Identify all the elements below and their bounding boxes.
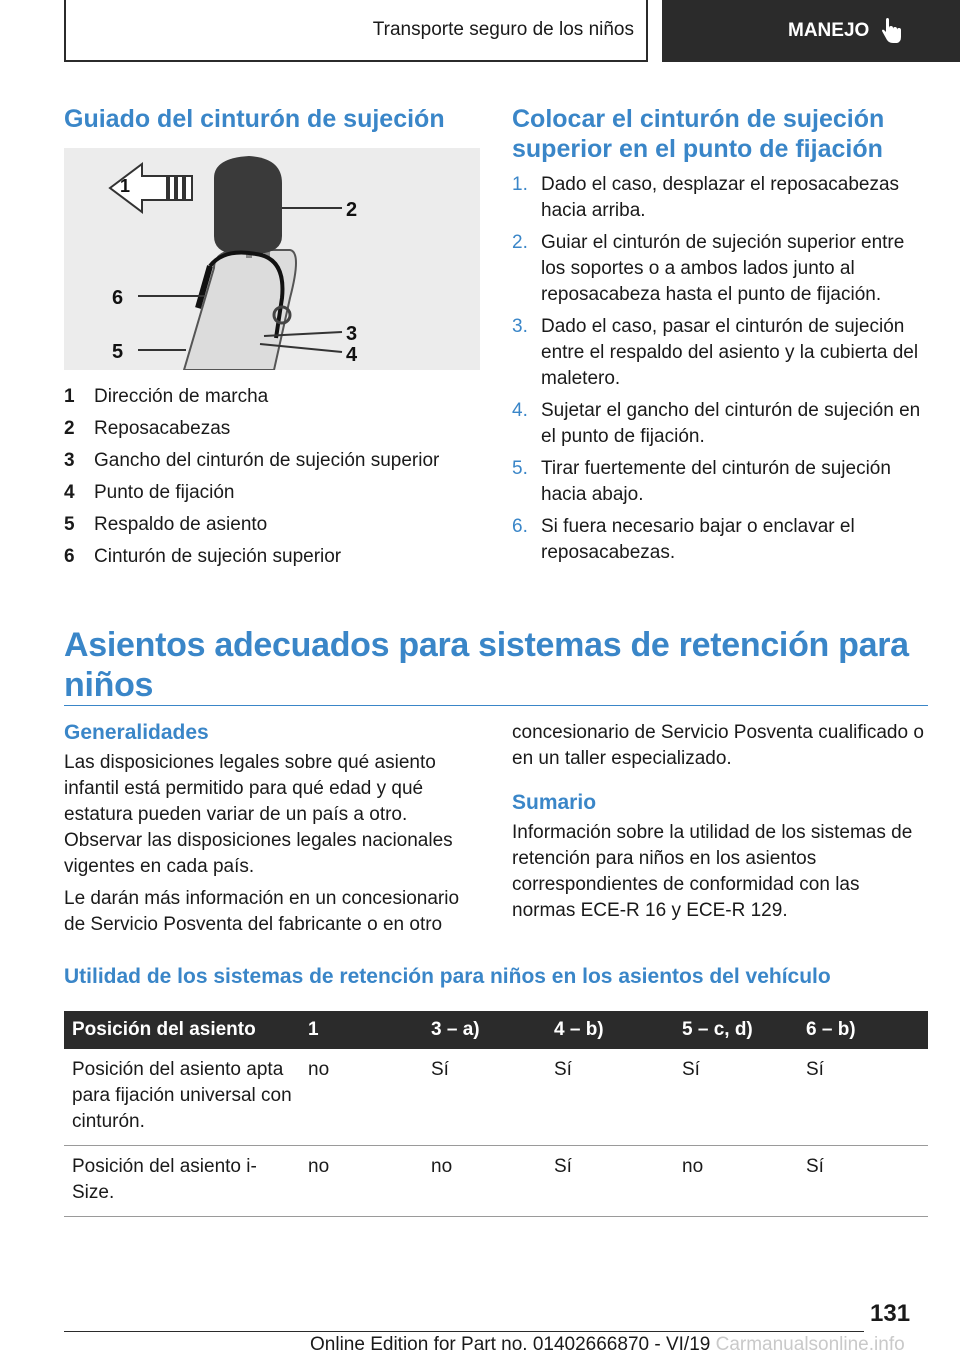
step-item: 3. Dado el caso, pasar el cinturón de sujeción entre el respaldo del asiento y la cubierta del maletero. (512, 316, 919, 389)
left-section-heading: Guiado del cinturón de sujeción (64, 105, 445, 133)
header-section-title: Transporte seguro de los niños (372, 19, 634, 40)
callout-1: 1 (120, 176, 131, 196)
main-section-heading: Asientos adecuados para sistemas de retención para niños (64, 626, 909, 704)
table-cell: Posición del asiento apta para fijación universal con cinturón. (64, 1049, 300, 1146)
table-cell: no (300, 1049, 423, 1146)
table-cell: Sí (546, 1049, 674, 1146)
hand-pointing-icon (881, 18, 903, 44)
table-row (64, 1049, 928, 1146)
steps-list (512, 172, 927, 566)
general-paragraph-2: Le darán más información en un concesionario de Servicio Posventa del fabricante o en otro (64, 888, 460, 935)
header-section-title-box (64, 0, 648, 62)
summary-heading: Sumario (512, 791, 597, 814)
callout-5: 5 (112, 341, 124, 363)
utility-table (64, 1011, 928, 1217)
step-item: 1. Dado el caso, desplazar el reposacabezas hacia arriba. (512, 174, 900, 221)
step-item: 2. Guiar el cinturón de sujeción superior entre los soportes o a ambos lados junto al reposacabeza hasta el punto de fijación. (512, 232, 905, 305)
legend-item: 2 Reposacabezas (64, 418, 231, 439)
general-heading: Generalidades (64, 721, 209, 744)
figure-legend (64, 381, 480, 573)
legend-item: 1 Dirección de marcha (64, 386, 269, 407)
legend-item: 5 Respaldo de asiento (64, 514, 268, 535)
step-item: 6. Si fuera necesario bajar o enclavar el reposacabezas. (512, 516, 855, 563)
table-header-cell: 4 – b) (546, 1011, 674, 1049)
callout-4: 4 (346, 344, 358, 366)
footer-edition: Online Edition for Part no. 01402666870 - VI/19 Carmanualsonline.info (310, 1334, 905, 1355)
general-paragraph-1: Las disposiciones legales sobre qué asiento infantil está permitido para qué edad y qué estatura pueden variar de un país a otro. Observar las disposiciones legales nacionales vigentes en cada país. (64, 752, 453, 877)
table-cell: no (300, 1146, 423, 1217)
table-cell: Sí (423, 1049, 546, 1146)
legend-item: 6 Cinturón de sujeción superior (64, 546, 342, 567)
table-cell: no (674, 1146, 798, 1217)
table-header-cell: 5 – c, d) (674, 1011, 798, 1049)
table-heading: Utilidad de los sistemas de retención para niños en los asientos del vehículo (64, 965, 831, 988)
table-header-cell: 1 (300, 1011, 423, 1049)
table-cell: Sí (674, 1049, 798, 1146)
header-chapter-label: MANEJO (788, 20, 870, 41)
table-row (64, 1146, 928, 1217)
headrest-figure (64, 148, 480, 370)
callout-3: 3 (346, 323, 358, 345)
general-paragraph-2-continued: concesionario de Servicio Posventa cualificado o en un taller especializado. (512, 722, 924, 769)
summary-paragraph: Información sobre la utilidad de los sistemas de retención para niños en los asientos correspondientes de conformidad con las normas ECE-R 16 y ECE-R 129. (512, 822, 913, 921)
section-divider (64, 705, 928, 706)
table-header-cell: Posición del asiento (64, 1011, 300, 1049)
table-header-row (64, 1011, 928, 1049)
callout-6: 6 (112, 287, 124, 309)
table-cell: Sí (798, 1146, 928, 1217)
step-item: 5. Tirar fuertemente del cinturón de sujeción hacia abajo. (512, 458, 891, 505)
callout-2: 2 (346, 199, 358, 221)
footer-divider (64, 1331, 864, 1332)
step-item: 4. Sujetar el gancho del cinturón de sujeción en el punto de fijación. (512, 400, 921, 447)
footer-watermark: Carmanualsonline.info (715, 1334, 905, 1355)
legend-item: 4 Punto de fijación (64, 482, 235, 503)
table-cell: Posición del asiento i-Size. (64, 1146, 300, 1217)
page-number: 131 (870, 1300, 911, 1327)
table-cell: Sí (546, 1146, 674, 1217)
header-chapter-tab[interactable] (662, 0, 960, 62)
headrest-illustration (64, 148, 480, 370)
legend-item: 3 Gancho del cinturón de sujeción superior (64, 450, 440, 471)
table-header-cell: 3 – a) (423, 1011, 546, 1049)
table-cell: no (423, 1146, 546, 1217)
table-cell: Sí (798, 1049, 928, 1146)
right-section-heading: Colocar el cinturón de sujeción superior en el punto de fijación (512, 105, 885, 163)
table-header-cell: 6 – b) (798, 1011, 928, 1049)
